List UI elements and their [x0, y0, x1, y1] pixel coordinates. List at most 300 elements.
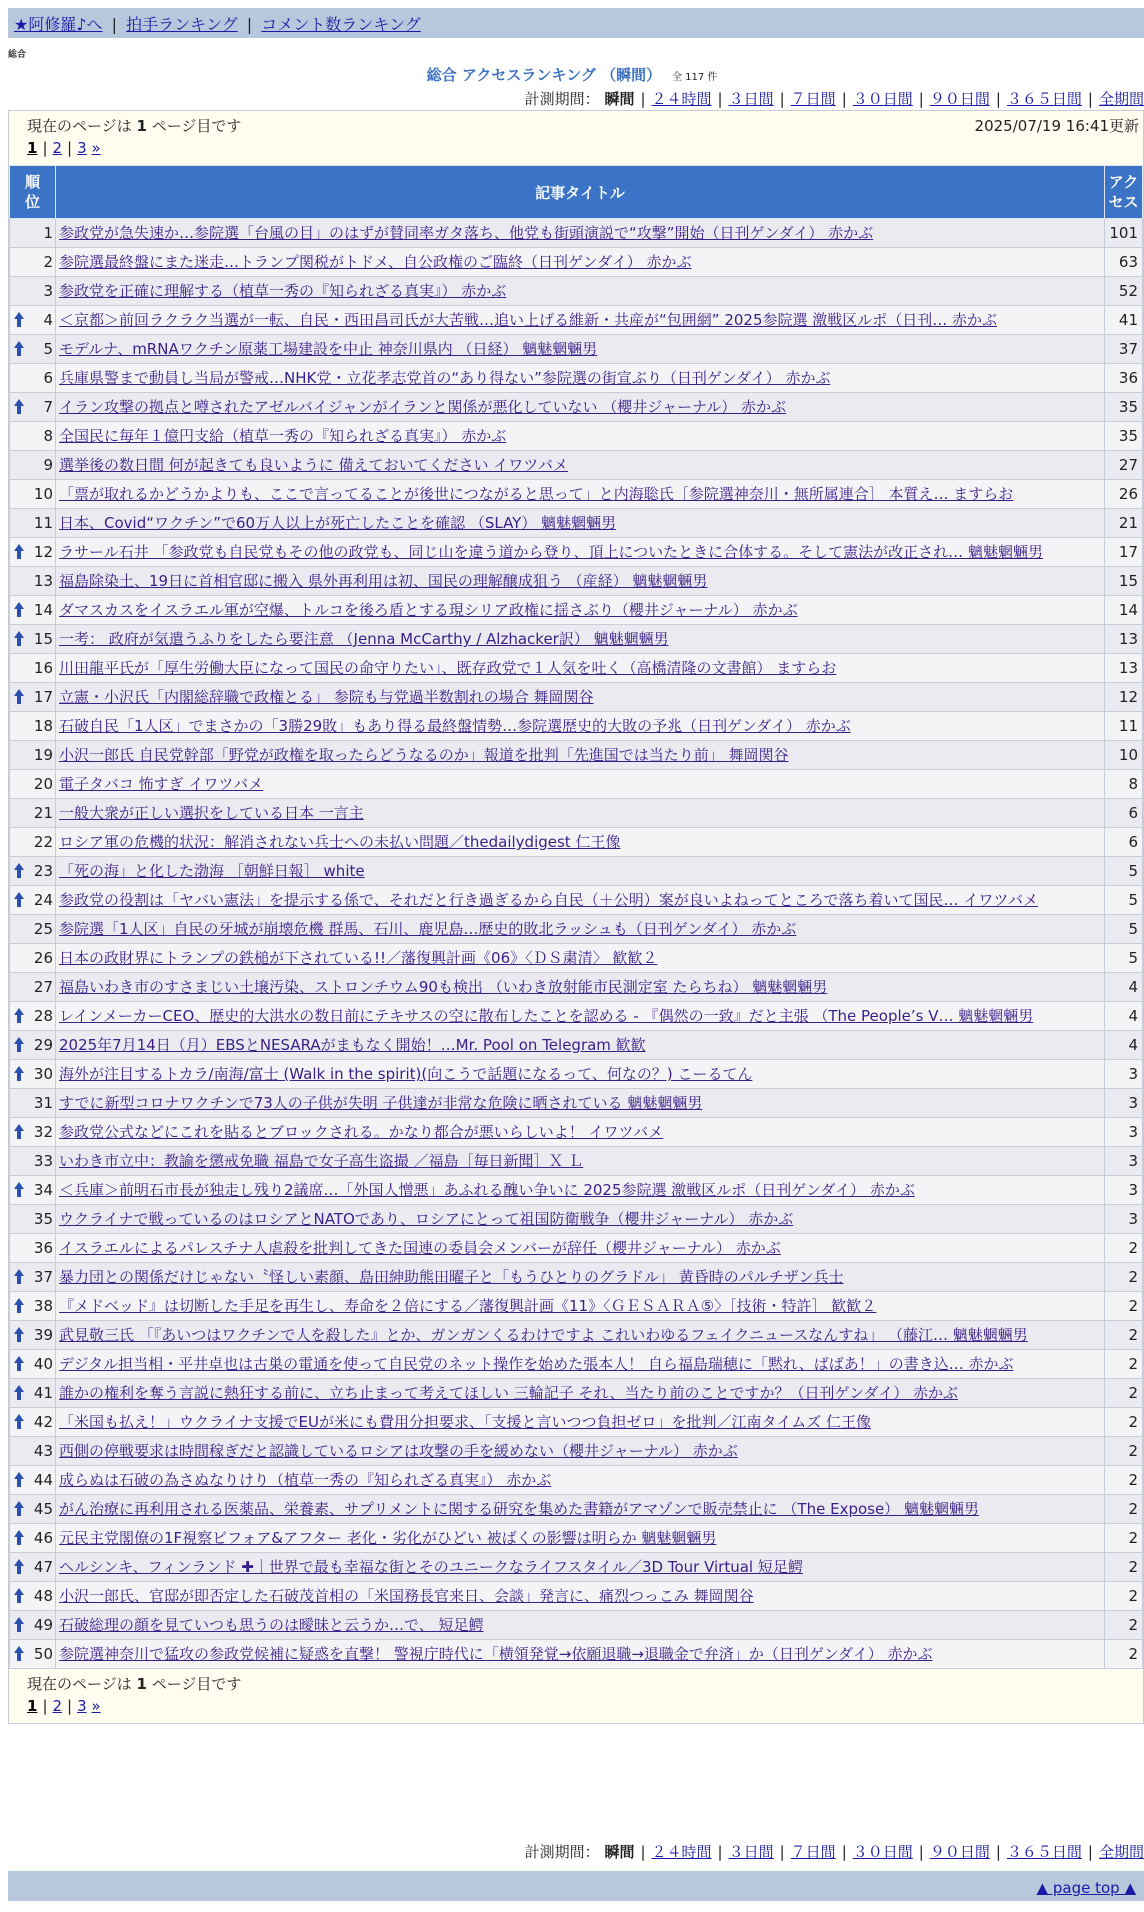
title-cell [56, 306, 1105, 335]
rank-number: 49 [33, 1616, 53, 1634]
article-link[interactable]: 参院選神奈川で猛攻の参政党候補に疑惑を直撃！ 警視庁時代に「横領発覚→依願退職→退職金で弁済」か（日刊ゲンダイ） 赤かぶ [59, 1645, 933, 1663]
article-link[interactable]: ラサール石井 「参政党も自民党もその他の政党も、同じ山を違う道から登り、頂上についたときに合体する。そして憲法が改正され… 魑魅魍魎男 [59, 543, 1043, 561]
title-cell [56, 1408, 1105, 1437]
rank-header: 順 位 [10, 166, 56, 219]
article-link[interactable]: 誰かの権利を奪う言説に熱狂する前に、立ち止まって考えてほしい 三輪記子 それ、当たり前のことですか？（日刊ゲンダイ） 赤かぶ [59, 1384, 959, 1402]
access-count: 4 [1105, 1031, 1143, 1060]
rank-cell [10, 1495, 56, 1524]
title-cell [56, 393, 1105, 422]
rank-cell [10, 1292, 56, 1321]
period-separator: | [918, 90, 924, 108]
rank-number: 26 [33, 949, 53, 967]
rank-number: 5 [43, 340, 53, 358]
rank-up-arrow-icon [13, 1182, 25, 1198]
rank-up-arrow-icon [13, 1008, 25, 1024]
article-link[interactable]: 全国民に毎年１億円支給（植草一秀の『知られざる真実』） 赤かぶ [59, 427, 507, 445]
rank-cell [10, 1350, 56, 1379]
period-separator: | [995, 90, 1001, 108]
rank-up-arrow-icon [13, 399, 25, 415]
rank-cell [10, 364, 56, 393]
rank-cell [10, 277, 56, 306]
access-count: 6 [1105, 799, 1143, 828]
page-top-link[interactable]: ▲ page top ▲ [1036, 1879, 1136, 1897]
article-link[interactable]: ＜兵庫＞前明石市長が独走し残り2議席…「外国人憎悪」あふれる醜い争いに 2025参院選 激戦区ルポ（日刊ゲンダイ） 赤かぶ [59, 1181, 915, 1199]
rank-up-arrow-icon [13, 1298, 25, 1314]
title-cell [56, 1176, 1105, 1205]
article-link[interactable]: イスラエルによるパレスチナ人虐殺を批判してきた国連の委員会メンバーが辞任（櫻井ジャーナル） 赤かぶ [59, 1239, 781, 1257]
article-link[interactable]: 日本の政財界にトランプの鉄槌が下されている!!／藩復興計画《06》〈ＤＳ粛清〉 歓歓２ [59, 949, 658, 967]
table-row [10, 1466, 1143, 1495]
rank-number: 11 [33, 514, 53, 532]
rank-number: 20 [33, 775, 53, 793]
rank-up-arrow-icon [13, 1414, 25, 1430]
article-link[interactable]: 参政党の役割は「ヤバい憲法」を提示する係で、それだと行き過ぎるから自民（＋公明）案が良いよねってところで落ち着いて国民… イワツバメ [59, 891, 1039, 909]
access-count: 26 [1105, 480, 1143, 509]
table-row [10, 1408, 1143, 1437]
rank-number: 28 [33, 1007, 53, 1025]
access-count: 2 [1105, 1234, 1143, 1263]
rank-up-arrow-icon [13, 1472, 25, 1488]
page-link-2[interactable]: 2 [52, 139, 63, 157]
rank-cell [10, 1089, 56, 1118]
article-link[interactable]: ヘルシンキ、フィンランド ✚｜世界で最も幸福な街とそのユニークなライフスタイル／3D Tour Virtual 短足鰐 [59, 1558, 803, 1576]
title-cell [56, 1640, 1105, 1669]
access-count: 63 [1105, 248, 1143, 277]
table-row [10, 1234, 1143, 1263]
title-cell [56, 1205, 1105, 1234]
period-option-link[interactable]: ３日間 [728, 1843, 774, 1861]
access-count: 12 [1105, 683, 1143, 712]
rank-cell [10, 509, 56, 538]
access-count: 3 [1105, 1147, 1143, 1176]
article-link[interactable]: イラン攻撃の拠点と噂されたアゼルバイジャンがイランと関係が悪化していない （櫻井ジャーナル） 赤かぶ [59, 398, 786, 416]
table-row [10, 1321, 1143, 1350]
title-cell [56, 1379, 1105, 1408]
table-row [10, 1640, 1143, 1669]
period-separator: | [640, 1843, 646, 1861]
article-link[interactable]: 一考： 政府が気遣うふりをしたら要注意 （Jenna McCarthy / Alzhacker訳） 魑魅魍魎男 [59, 630, 669, 648]
table-row [10, 538, 1143, 567]
category-label: 総合 [8, 50, 27, 60]
rank-number: 34 [33, 1181, 53, 1199]
title-cell [56, 915, 1105, 944]
title-cell [56, 567, 1105, 596]
page-link-3[interactable]: 3 [77, 1697, 87, 1715]
rank-number: 44 [33, 1471, 53, 1489]
rank-number: 43 [33, 1442, 53, 1460]
rank-cell [10, 1147, 56, 1176]
table-row [10, 1060, 1143, 1089]
article-link[interactable]: レインメーカーCEO、歴史的大洪水の数日前にテキサスの空に散布したことを認める - 『偶然の一致』だと主張 （The People’s V… 魑魅魍魎男 [59, 1007, 1034, 1025]
rank-number: 42 [33, 1413, 53, 1431]
access-count: 17 [1105, 538, 1143, 567]
rank-number: 22 [33, 833, 53, 851]
table-row [10, 1147, 1143, 1176]
ranking-title: 総合 アクセスランキング （瞬間） [426, 66, 662, 84]
rank-up-arrow-icon [13, 1066, 25, 1082]
article-link[interactable]: ダマスカスをイスラエル軍が空爆、トルコを後ろ盾とする現シリア政権に揺さぶり（櫻井ジャーナル） 赤かぶ [59, 601, 798, 619]
article-link[interactable]: 参政党が急失速か…参院選「台風の目」のはずが賛同率ガタ落ち、他党も街頭演説で“攻撃”開始（日刊ゲンダイ） 赤かぶ [59, 224, 874, 242]
table-row [10, 799, 1143, 828]
article-link[interactable]: 2025年7月14日（月）EBSとNESARAがまもなく開始！…Mr. Pool on Telegram 歓歓 [59, 1036, 646, 1054]
article-link[interactable]: 「票が取れるかどうかよりも、ここで言ってることが後世につながると思って」と内海聡氏［参院選神奈川・無所属連合］ 本質え… ますらお [59, 485, 1014, 503]
period-option-link[interactable]: ３６５日間 [1006, 90, 1082, 108]
rank-cell [10, 248, 56, 277]
access-count: 2 [1105, 1321, 1143, 1350]
article-link[interactable]: 立憲・小沢氏「内閣総辞職で政権とる」 参院も与党過半数割れの場合 舞岡関谷 [59, 688, 594, 706]
rank-cell [10, 683, 56, 712]
access-count: 36 [1105, 364, 1143, 393]
current-page-text: 現在のページは 1 ページ目です [27, 1675, 242, 1693]
rank-number: 45 [33, 1500, 53, 1518]
rank-number: 21 [33, 804, 53, 822]
page-link-2[interactable]: 2 [52, 1697, 63, 1715]
rank-number: 31 [33, 1094, 53, 1112]
rank-number: 1 [43, 224, 53, 242]
next-page-link[interactable]: » [91, 1697, 101, 1715]
rank-number: 47 [33, 1558, 53, 1576]
period-selector-bottom [525, 1841, 1144, 1862]
article-link[interactable]: 参院選最終盤にまた迷走…トランプ関税がトドメ、自公政権のご臨終（日刊ゲンダイ） 赤かぶ [59, 253, 692, 271]
ranking-title-line [0, 64, 1144, 85]
article-link[interactable]: 小沢一郎氏 自民党幹部「野党が政権を取ったらどうなるのか」報道を批判「先進国では当たり前」 舞岡関谷 [59, 746, 789, 764]
rank-number: 16 [33, 659, 53, 677]
access-count: 3 [1105, 1176, 1143, 1205]
rank-number: 48 [33, 1587, 53, 1605]
rank-number: 46 [33, 1529, 53, 1547]
article-link[interactable]: 石破自民「1人区」でまさかの「3勝29敗」もあり得る最終盤情勢…参院選歴史的大敗の予兆（日刊ゲンダイ） 赤かぶ [59, 717, 851, 735]
article-link[interactable]: いわき市立中：教諭を懲戒免職 福島で女子高生盗撮 ／福島［毎日新聞］Ｘ Ｌ [59, 1152, 584, 1170]
title-cell [56, 451, 1105, 480]
period-option-link[interactable]: ２４時間 [651, 1843, 712, 1861]
article-link[interactable]: ＜京都＞前回ラクラク当選が一転、自民・西田昌司氏が大苦戦…追い上げる維新・共産が“包囲網” 2025参院選 激戦区ルポ（日刊… 赤かぶ [59, 311, 998, 329]
rank-up-arrow-icon [13, 1530, 25, 1546]
access-count: 14 [1105, 596, 1143, 625]
article-link[interactable]: 元民主党閣僚の1F視察ビフォア&アフター 老化・劣化がひどい 被ばくの影響は明らか 魑魅魍魎男 [59, 1529, 717, 1547]
comment-ranking-link[interactable]: コメント数ランキング [261, 15, 421, 34]
rank-number: 8 [43, 427, 53, 445]
article-link[interactable]: 一般大衆が正しい選択をしている日本 一言主 [59, 804, 364, 822]
title-cell [56, 1118, 1105, 1147]
table-row [10, 1118, 1143, 1147]
title-cell [56, 1524, 1105, 1553]
access-count: 35 [1105, 393, 1143, 422]
article-link[interactable]: 参政党を正確に理解する（植草一秀の『知られざる真実』） 赤かぶ [59, 282, 507, 300]
title-cell [56, 1147, 1105, 1176]
rank-cell [10, 335, 56, 364]
period-current: 瞬間 [604, 90, 635, 108]
nav-separator: | [111, 15, 118, 34]
period-option-link[interactable]: ７日間 [790, 90, 836, 108]
rank-up-arrow-icon [13, 1124, 25, 1140]
period-separator: | [1087, 90, 1093, 108]
article-link[interactable]: モデルナ、mRNAワクチン原薬工場建設を中止 神奈川県内 （日経） 魑魅魍魎男 [59, 340, 598, 358]
title-cell [56, 1350, 1105, 1379]
title-cell [56, 1002, 1105, 1031]
table-row [10, 364, 1143, 393]
rank-number: 40 [33, 1355, 53, 1373]
article-link[interactable]: 暴力団との関係だけじゃない〝怪しい素顔、島田紳助熊田曜子と「もうひとりのグラドル」 黄昏時のパルチザン兵士 [59, 1268, 844, 1286]
ranking-panel [8, 110, 1144, 1724]
article-link[interactable]: 日本、Covid“ワクチン”で60万人以上が死亡したことを確認 （SLAY） 魑魅魍魎男 [59, 514, 617, 532]
period-option-link[interactable]: ３日間 [728, 90, 774, 108]
article-link[interactable]: 電子タバコ 怖すぎ イワツバメ [59, 775, 264, 793]
rank-cell [10, 1321, 56, 1350]
table-row [10, 828, 1143, 857]
access-count: 15 [1105, 567, 1143, 596]
page-separator: | [67, 139, 73, 157]
access-count: 2 [1105, 1263, 1143, 1292]
article-link[interactable]: がん治療に再利用される医薬品、栄養素、サプリメントに関する研究を集めた書籍がアマゾンで販売禁止に （The Expose） 魑魅魍魎男 [59, 1500, 979, 1518]
article-link[interactable]: デジタル担当相・平井卓也は古巣の電通を使って自民党のネット操作を始めた張本人！ 自ら福島瑞穂に「黙れ、ばばあ！」の書き込… 赤かぶ [59, 1355, 1014, 1373]
rank-cell [10, 1640, 56, 1669]
period-option-link[interactable]: ３０日間 [852, 1843, 913, 1861]
access-count: 2 [1105, 1437, 1143, 1466]
rank-number: 18 [33, 717, 53, 735]
title-cell [56, 712, 1105, 741]
rank-cell [10, 393, 56, 422]
page-separator: | [67, 1697, 73, 1715]
rank-cell [10, 857, 56, 886]
page-info-top [9, 111, 1143, 165]
period-option-link[interactable]: ３６５日間 [1006, 1843, 1082, 1861]
access-count: 5 [1105, 944, 1143, 973]
access-count: 52 [1105, 277, 1143, 306]
access-count: 6 [1105, 828, 1143, 857]
table-row [10, 1582, 1143, 1611]
rank-number: 32 [33, 1123, 53, 1141]
article-link[interactable]: すでに新型コロナワクチンで73人の子供が失明 子供達が非常な危険に晒されている 魑魅魍魎男 [59, 1094, 703, 1112]
title-cell [56, 1089, 1105, 1118]
rank-number: 17 [33, 688, 53, 706]
rank-cell [10, 538, 56, 567]
rank-up-arrow-icon [13, 1617, 25, 1633]
page-link-1[interactable]: 1 [27, 1697, 38, 1715]
article-link[interactable]: 兵庫県警まで動員し当局が警戒…NHK党・立花孝志党首の“あり得ない”参院選の街宣ぶり（日刊ゲンダイ） 赤かぶ [59, 369, 831, 387]
rank-cell [10, 1031, 56, 1060]
access-count: 5 [1105, 857, 1143, 886]
page-link-3[interactable]: 3 [77, 139, 87, 157]
title-cell [56, 480, 1105, 509]
table-row [10, 480, 1143, 509]
rank-number: 35 [33, 1210, 53, 1228]
access-count: 3 [1105, 1089, 1143, 1118]
rank-number: 38 [33, 1297, 53, 1315]
article-link[interactable]: 「死の海」と化した渤海 ［朝鮮日報］ white [59, 862, 365, 880]
rank-up-arrow-icon [13, 602, 25, 618]
rank-up-arrow-icon [13, 631, 25, 647]
rank-number: 12 [33, 543, 53, 561]
article-link[interactable]: 福島いわき市のすさまじい土壌汚染、ストロンチウム90も検出 （いわき放射能市民測定室 たらちね） 魑魅魍魎男 [59, 978, 828, 996]
access-count: 2 [1105, 1495, 1143, 1524]
rank-cell [10, 1524, 56, 1553]
rank-number: 7 [43, 398, 53, 416]
article-link[interactable]: 川田龍平氏が「厚生労働大臣になって国民の命守りたい」、既存政党で１人気を吐く（高橋清隆の文書館） ますらお [59, 659, 837, 677]
access-count: 10 [1105, 741, 1143, 770]
title-cell [56, 248, 1105, 277]
table-row [10, 973, 1143, 1002]
top-nav-bar [8, 8, 1144, 38]
article-link[interactable]: 『メドベッド』は切断した手足を再生し、寿命を２倍にする／藩復興計画《11》〈ＧＥＳＡＲＡ⑤〉［技術・特許］ 歓歓２ [59, 1297, 877, 1315]
table-row [10, 683, 1143, 712]
article-link[interactable]: 選挙後の数日間 何が起きても良いように 備えておいてください イワツバメ [59, 456, 569, 474]
rank-number: 36 [33, 1239, 53, 1257]
period-option-link[interactable]: 全期間 [1098, 1843, 1144, 1861]
article-link[interactable]: 成らぬは石破の為さぬなりけり（植草一秀の『知られざる真実』） 赤かぶ [59, 1471, 552, 1489]
rank-cell [10, 422, 56, 451]
table-row [10, 1002, 1143, 1031]
table-row [10, 1176, 1143, 1205]
nav-separator: | [246, 15, 253, 34]
table-row [10, 857, 1143, 886]
table-row [10, 712, 1143, 741]
total-count: 全 117 件 [671, 72, 718, 83]
article-link[interactable]: 参院選「1人区」自民の牙城が崩壊危機 群馬、石川、鹿児島…歴史的敗北ラッシュも（日刊ゲンダイ） 赤かぶ [59, 920, 797, 938]
rank-number: 33 [33, 1152, 53, 1170]
period-option-link[interactable]: ９０日間 [929, 1843, 990, 1861]
rank-cell [10, 1234, 56, 1263]
period-option-link[interactable]: ９０日間 [929, 90, 990, 108]
rank-up-arrow-icon [13, 544, 25, 560]
table-row [10, 1205, 1143, 1234]
rank-cell [10, 567, 56, 596]
rank-number: 14 [33, 601, 53, 619]
access-count: 3 [1105, 1205, 1143, 1234]
access-count: 101 [1105, 219, 1143, 248]
rank-up-arrow-icon [13, 1037, 25, 1053]
rank-cell [10, 1205, 56, 1234]
table-row [10, 770, 1143, 799]
rank-up-arrow-icon [13, 1588, 25, 1604]
rank-up-arrow-icon [13, 312, 25, 328]
table-row [10, 1089, 1143, 1118]
rank-up-arrow-icon [13, 1327, 25, 1343]
rank-cell [10, 1002, 56, 1031]
article-link[interactable]: 海外が注目するトカラ/南海/富士 (Walk in the spirit)(向こうで話題になるって、何なの？) こーるてん [59, 1065, 753, 1083]
title-cell [56, 1321, 1105, 1350]
table-row [10, 1437, 1143, 1466]
article-link[interactable]: 石破総理の顔を見ていつも思うのは曖昧と云うか…で、 短足鰐 [59, 1616, 484, 1634]
rank-number: 2 [43, 253, 53, 271]
period-option-link[interactable]: ３０日間 [852, 90, 913, 108]
rank-cell [10, 1379, 56, 1408]
rank-number: 9 [43, 456, 53, 474]
period-separator: | [717, 90, 723, 108]
article-link[interactable]: 参政党公式などにこれを貼るとブロックされる。かなり都合が悪いらしいよ！ イワツバメ [59, 1123, 664, 1141]
home-link[interactable]: ★阿修羅♪へ [14, 15, 103, 34]
title-cell [56, 364, 1105, 393]
period-separator: | [841, 1843, 847, 1861]
article-link[interactable]: ロシア軍の危機的状況：解消されない兵士への未払い問題／thedailydigest 仁王像 [59, 833, 621, 851]
rank-cell [10, 306, 56, 335]
rank-cell [10, 625, 56, 654]
pagination-top [27, 139, 101, 157]
rank-number: 27 [33, 978, 53, 996]
article-link[interactable]: 福島除染土、19日に首相官邸に搬入 県外再利用は初、国民の理解醸成狙う （産経） 魑魅魍魎男 [59, 572, 708, 590]
article-link[interactable]: 西側の停戦要求は時間稼ぎだと認識しているロシアは攻撃の手を緩めない（櫻井ジャーナル） 赤かぶ [59, 1442, 738, 1460]
clap-ranking-link[interactable]: 拍手ランキング [126, 15, 238, 34]
table-row [10, 654, 1143, 683]
rank-up-arrow-icon [13, 1559, 25, 1575]
title-cell [56, 654, 1105, 683]
access-count: 2 [1105, 1292, 1143, 1321]
table-row [10, 1031, 1143, 1060]
rank-up-arrow-icon [13, 689, 25, 705]
title-cell [56, 799, 1105, 828]
page-info-bottom [9, 1669, 1143, 1723]
rank-number: 4 [43, 311, 53, 329]
next-page-link[interactable]: » [91, 139, 101, 157]
title-cell [56, 770, 1105, 799]
article-link[interactable]: 小沢一郎氏、官邸が即否定した石破茂首相の「米国務長官来日、会談」発言に、痛烈つっこみ 舞岡関谷 [59, 1587, 754, 1605]
period-label: 計測期間： [524, 90, 600, 108]
rank-cell [10, 1263, 56, 1292]
rank-cell [10, 1611, 56, 1640]
access-count: 13 [1105, 654, 1143, 683]
table-row [10, 1379, 1143, 1408]
title-header: 記事タイトル [56, 166, 1105, 219]
table-row [10, 248, 1143, 277]
title-cell [56, 944, 1105, 973]
rank-number: 19 [33, 746, 53, 764]
rank-up-arrow-icon [13, 1269, 25, 1285]
table-row [10, 451, 1143, 480]
rank-number: 37 [33, 1268, 53, 1286]
current-page-number: 1 [136, 117, 147, 135]
rank-number: 24 [33, 891, 53, 909]
access-count: 2 [1105, 1408, 1143, 1437]
rank-cell [10, 828, 56, 857]
period-option-link[interactable]: ７日間 [790, 1843, 836, 1861]
period-label: 計測期間： [524, 1843, 600, 1861]
rank-cell [10, 451, 56, 480]
period-separator: | [1087, 1843, 1093, 1861]
title-cell [56, 1060, 1105, 1089]
period-option-link[interactable]: ２４時間 [651, 90, 712, 108]
title-cell [56, 422, 1105, 451]
title-cell [56, 1553, 1105, 1582]
table-row [10, 422, 1143, 451]
title-cell [56, 596, 1105, 625]
title-cell [56, 741, 1105, 770]
article-link[interactable]: 「米国も払え！」ウクライナ支援でEUが米にも費用分担要求、「支援と言いつつ負担ゼロ」を批判／江南タイムズ 仁王像 [59, 1413, 871, 1431]
title-cell [56, 828, 1105, 857]
access-count: 13 [1105, 625, 1143, 654]
title-cell [56, 219, 1105, 248]
table-row [10, 306, 1143, 335]
table-row [10, 1611, 1143, 1640]
access-count: 4 [1105, 973, 1143, 1002]
rank-number: 29 [33, 1036, 53, 1054]
rank-up-arrow-icon [13, 1646, 25, 1662]
access-count: 41 [1105, 306, 1143, 335]
rank-cell [10, 799, 56, 828]
access-count: 2 [1105, 1524, 1143, 1553]
page-separator: | [42, 1697, 48, 1715]
table-row [10, 219, 1143, 248]
article-link[interactable]: ウクライナで戦っているのはロシアとNATOであり、ロシアにとって祖国防衛戦争（櫻井ジャーナル） 赤かぶ [59, 1210, 794, 1228]
title-cell [56, 1611, 1105, 1640]
period-separator: | [640, 90, 646, 108]
article-link[interactable]: 武見敬三氏 「『あいつはワクチンで人を殺した』とか、ガンガンくるわけですよ これいわゆるフェイクニュースなんすね」 （藤江… 魑魅魍魎男 [59, 1326, 1028, 1344]
title-cell [56, 1495, 1105, 1524]
rank-number: 50 [33, 1645, 53, 1663]
table-row [10, 1292, 1143, 1321]
page-link-1[interactable]: 1 [27, 139, 38, 157]
table-row [10, 625, 1143, 654]
period-option-link[interactable]: 全期間 [1098, 90, 1144, 108]
access-count: 5 [1105, 886, 1143, 915]
